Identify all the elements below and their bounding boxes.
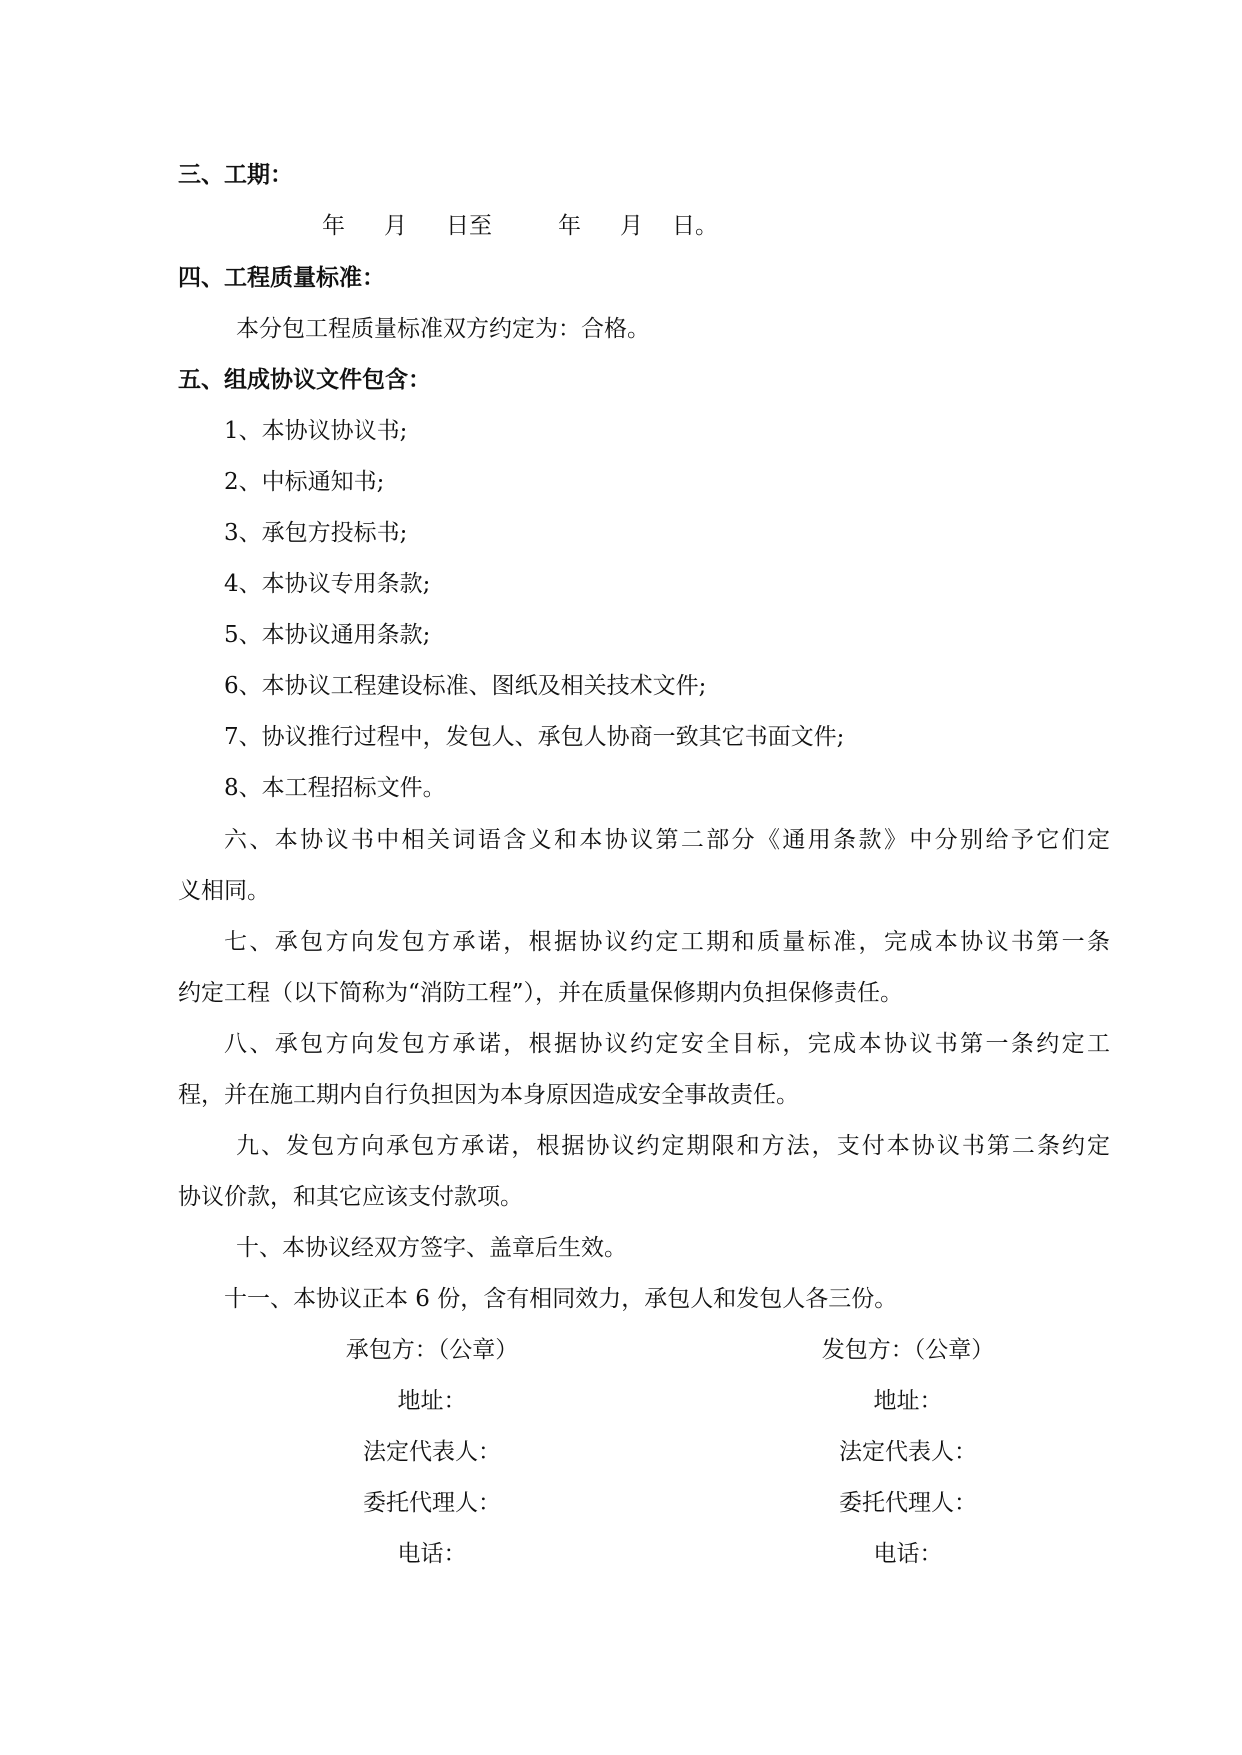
employer-address-label: 地址： <box>873 1388 943 1414</box>
clause-9-line-2: 协议价款，和其它应该支付款项。 <box>178 1184 523 1210</box>
contractor-legal-rep-label: 法定代表人： <box>363 1439 501 1465</box>
end-month-label: 月 <box>620 213 643 239</box>
employer-legal-rep-label: 法定代表人： <box>839 1439 977 1465</box>
quality-standard-text: 本分包工程质量标准双方约定为：合格。 <box>236 316 650 342</box>
clause-10: 十、本协议经双方签字、盖章后生效。 <box>236 1235 627 1261</box>
contractor-address-label: 地址： <box>397 1388 467 1414</box>
section-3-heading: 三、工期： <box>178 162 293 188</box>
list-item: 2、中标通知书; <box>224 469 385 495</box>
clause-6-line-2: 义相同。 <box>178 878 270 904</box>
list-item: 6、本协议工程建设标准、图纸及相关技术文件; <box>224 673 707 699</box>
list-item: 1、本协议协议书; <box>224 418 408 444</box>
employer-agent-label: 委托代理人： <box>839 1490 977 1516</box>
contractor-agent-label: 委托代理人： <box>363 1490 501 1516</box>
list-item: 8、本工程招标文件。 <box>224 775 446 801</box>
list-item: 4、本协议专用条款; <box>224 571 431 597</box>
section-5-heading: 五、组成协议文件包含： <box>178 367 431 393</box>
list-item: 3、承包方投标书; <box>224 520 408 546</box>
clause-7-line-1: 七、承包方向发包方承诺，根据协议约定工期和质量标准，完成本协议书第一条 <box>224 929 1110 955</box>
end-year-label: 年 <box>558 213 581 239</box>
list-item: 7、协议推行过程中，发包人、承包人协商一致其它书面文件; <box>224 724 845 750</box>
clause-11: 十一、本协议正本 6 份，含有相同效力，承包人和发包人各三份。 <box>224 1286 898 1312</box>
clause-6-line-1: 六、本协议书中相关词语含义和本协议第二部分《通用条款》中分别给予它们定 <box>224 827 1110 853</box>
clause-9-line-1: 九、发包方向承包方承诺，根据协议约定期限和方法，支付本协议书第二条约定 <box>236 1133 1110 1159</box>
employer-seal-label: 发包方：（公章） <box>821 1337 995 1363</box>
list-item: 5、本协议通用条款; <box>224 622 431 648</box>
section-4-heading: 四、工程质量标准： <box>178 265 385 291</box>
employer-phone-label: 电话： <box>873 1541 943 1567</box>
start-day-label: 日至 <box>446 213 492 239</box>
clause-8-line-2: 程，并在施工期内自行负担因为本身原因造成安全事故责任。 <box>178 1082 799 1108</box>
clause-7-line-2: 约定工程（以下简称为“消防工程”），并在质量保修期内负担保修责任。 <box>178 980 904 1006</box>
end-day-label: 日。 <box>672 213 718 239</box>
start-month-label: 月 <box>384 213 407 239</box>
clause-8-line-1: 八、承包方向发包方承诺，根据协议约定安全目标，完成本协议书第一条约定工 <box>224 1031 1110 1057</box>
contractor-phone-label: 电话： <box>397 1541 467 1567</box>
contractor-seal-label: 承包方：（公章） <box>345 1337 519 1363</box>
start-year-label: 年 <box>322 213 345 239</box>
